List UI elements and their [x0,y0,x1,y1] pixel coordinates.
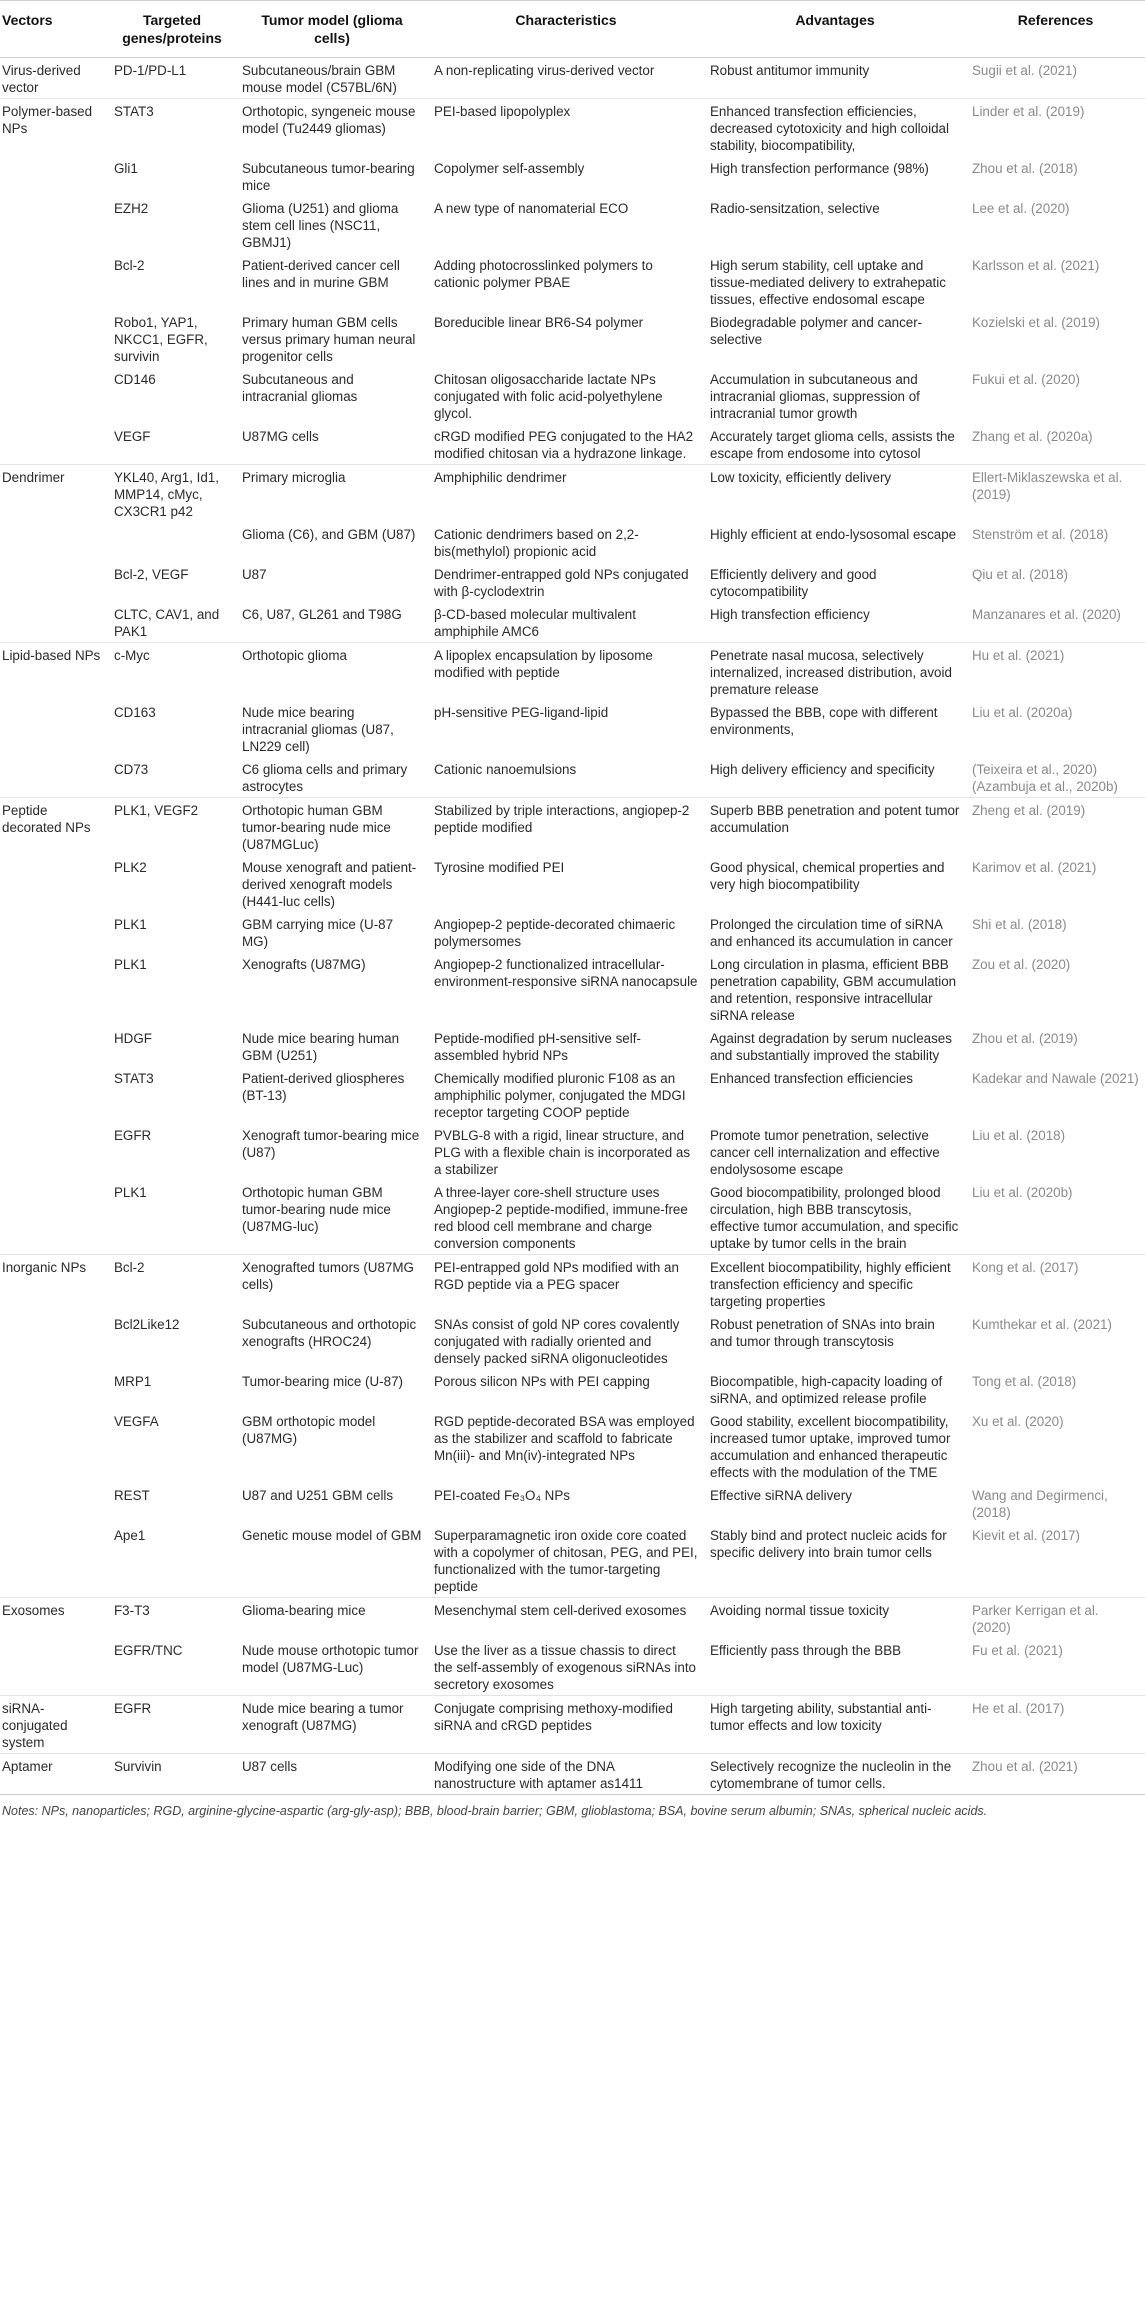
cell-target: Bcl-2 [108,1255,236,1313]
cell-advantages: Against degradation by serum nucleases and substantially improved the stability [710,1031,952,1063]
cell-advantages: Excellent biocompatibility, highly efficient transfection efficiency and specific targeting properties [704,1255,966,1313]
cell-tumor-model: C6 glioma cells and primary astrocytes [242,762,408,794]
cell-target: EGFR [114,1128,152,1143]
cell-characteristics: Superparamagnetic iron oxide core coated with a copolymer of chitosan, PEG, and PEI, functionalized with the tumor-targeting peptide [434,1528,698,1594]
cell-advantages: Accumulation in subcutaneous and intracranial gliomas, suppression of intracranial tumor growth [710,372,920,421]
cell-characteristics: RGD peptide-decorated BSA was employed as the stabilizer and scaffold to fabricate Mn(iii)- and Mn(iv)-integrated NPs [434,1414,695,1463]
cell-advantages: High delivery efficiency and specificity [710,762,935,777]
cell-vector [0,367,108,424]
cell-target: Gli1 [114,161,138,176]
table-body [0,58,1145,1795]
cell-advantages: High transfection performance (98%) [710,161,929,176]
cell-vector [0,602,108,643]
cell-target: CD146 [114,372,156,387]
table-row [0,602,1145,643]
cell-reference: Liu et al. (2020a) [972,705,1073,720]
cell-vector [0,156,108,196]
cell-advantages: Penetrate nasal mucosa, selectively internalized, increased distribution, avoid premature release [704,643,966,701]
cell-characteristics: Modifying one side of the DNA nanostructure with aptamer as1411 [428,1754,704,1795]
cell-target: Robo1, YAP1, NKCC1, EGFR, survivin [114,315,208,364]
cell-target: PD-1/PD-L1 [114,63,187,78]
cell-reference: Ellert-Miklaszewska et al. (2019) [966,465,1145,523]
cell-reference: Shi et al. (2018) [972,917,1067,932]
cell-advantages: Low toxicity, efficiently delivery [704,465,966,523]
cell-vector [0,1123,108,1180]
table-row [0,700,1145,757]
header-row [0,1,1145,58]
cell-characteristics: Angiopep-2 peptide-decorated chimaeric polymersomes [434,917,676,949]
cell-reference: Tong et al. (2018) [972,1374,1077,1389]
cell-target: CD73 [114,762,149,777]
cell-advantages: Bypassed the BBB, cope with different environments, [710,705,938,737]
cell-target: YKL40, Arg1, Id1, MMP14, cMyc, CX3CR1 p42 [108,465,236,523]
cell-tumor-model: Orthotopic, syngeneic mouse model (Tu2449 gliomas) [236,99,428,157]
cell-advantages: Robust penetration of SNAs into brain and tumor through transcytosis [710,1317,935,1349]
cell-vector [0,1312,108,1369]
cell-vector [0,562,108,602]
table-row [0,1638,1145,1696]
cell-reference: Parker Kerrigan et al. (2020) [966,1598,1145,1639]
cell-characteristics: A new type of nanomaterial ECO [434,201,629,216]
cell-advantages: Enhanced transfection efficiencies, decreased cytotoxicity and high colloidal stability, biocompatibility, [704,99,966,157]
cell-tumor-model: GBM orthotopic model (U87MG) [242,1414,376,1446]
cell-advantages: High transfection efficiency [710,607,870,622]
header-targeted-genes: Targeted genes/proteins [108,1,236,58]
cell-vector [0,1523,108,1598]
cell-characteristics: Mesenchymal stem cell-derived exosomes [428,1598,704,1639]
cell-characteristics: pH-sensitive PEG-ligand-lipid [434,705,609,720]
table-row [0,1523,1145,1598]
cell-vector [0,757,108,798]
cell-reference: Fu et al. (2021) [972,1643,1063,1658]
cell-reference: Liu et al. (2020b) [972,1185,1073,1200]
cell-target: PLK1 [114,957,147,972]
table-row [0,1754,1145,1795]
table-row [0,1026,1145,1066]
cell-tumor-model: U87 and U251 GBM cells [242,1488,394,1503]
cell-tumor-model: Xenografted tumors (U87MG cells) [236,1255,428,1313]
cell-tumor-model: Orthotopic human GBM tumor-bearing nude mice (U87MG-luc) [242,1185,391,1234]
cell-characteristics: PVBLG-8 with a rigid, linear structure, and PLG with a flexible chain is incorporated as a stabilizer [434,1128,691,1177]
table-row [0,1409,1145,1483]
table-row [0,58,1145,99]
table-row [0,643,1145,701]
cell-tumor-model: Orthotopic human GBM tumor-bearing nude mice (U87MGLuc) [236,798,428,856]
cell-target: EZH2 [114,201,149,216]
cell-tumor-model: Patient-derived cancer cell lines and in murine GBM [242,258,400,290]
cell-tumor-model: Tumor-bearing mice (U-87) [242,1374,403,1389]
cell-characteristics: Peptide-modified pH-sensitive self-assembled hybrid NPs [434,1031,641,1063]
cell-advantages: Highly efficient at endo-lysosomal escape [710,527,957,542]
table-row [0,196,1145,253]
header-advantages: Advantages [704,1,966,58]
cell-advantages: Biocompatible, high-capacity loading of siRNA, and optimized release profile [710,1374,943,1406]
cell-vector [0,1409,108,1483]
cell-tumor-model: U87MG cells [242,429,319,444]
table-row [0,156,1145,196]
cell-vector: siRNA-conjugated system [0,1696,108,1754]
cell-characteristics: PEI-entrapped gold NPs modified with an RGD peptide via a PEG spacer [428,1255,704,1313]
table-row [0,562,1145,602]
cell-advantages: Biodegradable polymer and cancer-selective [710,315,923,347]
table-row [0,1066,1145,1123]
cell-tumor-model: Glioma (U251) and glioma stem cell lines (NSC11, GBMJ1) [242,201,399,250]
cell-reference: Liu et al. (2018) [972,1128,1066,1143]
header-tumor-model: Tumor model (glioma cells) [236,1,428,58]
cell-target: PLK1, VEGF2 [108,798,236,856]
cell-reference: Zhou et al. (2021) [966,1754,1145,1795]
cell-advantages: Superb BBB penetration and potent tumor accumulation [704,798,966,856]
table-row [0,1255,1145,1313]
cell-advantages: Good physical, chemical properties and very high biocompatibility [710,860,945,892]
cell-vector [0,1180,108,1255]
cell-vector: Lipid-based NPs [0,643,108,701]
cell-vector: Aptamer [0,1754,108,1795]
cell-tumor-model: U87 [242,567,267,582]
cell-target: Ape1 [114,1528,146,1543]
cell-reference: Manzanares et al. (2020) [972,607,1121,622]
cell-characteristics: SNAs consist of gold NP cores covalently conjugated with radially oriented and densely packed siRNA oligonucleotides [434,1317,680,1366]
table-row [0,465,1145,523]
cell-tumor-model: Mouse xenograft and patient-derived xenograft models (H441-luc cells) [242,860,417,909]
table-row [0,952,1145,1026]
cell-advantages: Good biocompatibility, prolonged blood circulation, high BBB transcytosis, effective tumor accumulation, and specific uptake by tumor cells in the brain [710,1185,959,1251]
cell-characteristics: Adding photocrosslinked polymers to cationic polymer PBAE [434,258,653,290]
cell-reference: Stenström et al. (2018) [972,527,1109,542]
cell-advantages: Long circulation in plasma, efficient BBB penetration capability, GBM accumulation and retention, responsive intracellular siRNA release [710,957,957,1023]
table-row [0,1483,1145,1523]
cell-characteristics: Angiopep-2 functionalized intracellular-environment-responsive siRNA nanocapsule [434,957,698,989]
cell-advantages: High serum stability, cell uptake and tissue-mediated delivery to extrahepatic tissues, effective endosomal escape [710,258,946,307]
cell-vector [0,253,108,310]
cell-reference: Kievit et al. (2017) [972,1528,1080,1543]
cell-advantages: Radio-sensitzation, selective [710,201,880,216]
cell-target: Bcl2Like12 [114,1317,180,1332]
cell-vector [0,1369,108,1409]
cell-vector [0,1483,108,1523]
cell-target: REST [114,1488,150,1503]
cell-vector: Peptide decorated NPs [0,798,108,856]
cell-target: MRP1 [114,1374,152,1389]
table-row [0,757,1145,798]
cell-reference: Linder et al. (2019) [966,99,1145,157]
cell-tumor-model: Subcutaneous and intracranial gliomas [242,372,358,404]
cell-vector: Inorganic NPs [0,1255,108,1313]
cell-tumor-model: Nude mice bearing human GBM (U251) [242,1031,400,1063]
cell-reference: Zhou et al. (2019) [972,1031,1078,1046]
table-row [0,1180,1145,1255]
cell-reference: Karimov et al. (2021) [972,860,1097,875]
cell-characteristics: Stabilized by triple interactions, angiopep-2 peptide modified [428,798,704,856]
cell-tumor-model: Genetic mouse model of GBM [242,1528,422,1543]
cell-tumor-model: Nude mice bearing a tumor xenograft (U87MG) [236,1696,428,1754]
cell-characteristics: Cationic nanoemulsions [434,762,577,777]
cell-reference: Sugii et al. (2021) [972,63,1077,78]
cell-vector: Virus-derived vector [2,63,81,95]
table-row [0,1123,1145,1180]
cell-vector [0,1638,108,1696]
cell-target: Survivin [108,1754,236,1795]
cell-reference: Zou et al. (2020) [972,957,1071,972]
cell-characteristics: β-CD-based molecular multivalent amphiphile AMC6 [434,607,636,639]
cell-target: EGFR/TNC [114,1643,183,1658]
cell-advantages: Stably bind and protect nucleic acids for specific delivery into brain tumor cells [710,1528,947,1560]
cell-advantages: High targeting ability, substantial anti-tumor effects and low toxicity [704,1696,966,1754]
cell-characteristics: Copolymer self-assembly [434,161,585,176]
cell-target [108,522,236,562]
header-references: References [966,1,1145,58]
cell-target: c-Myc [108,643,236,701]
cell-vector [0,310,108,367]
cell-reference: Qiu et al. (2018) [972,567,1069,582]
cell-characteristics: A three-layer core-shell structure uses Angiopep-2 peptide-modified, immune-free red blood cell membrane and charge conversion components [434,1185,688,1251]
cell-reference: He et al. (2017) [966,1696,1145,1754]
cell-tumor-model: Glioma (C6), and GBM (U87) [242,527,416,542]
cell-characteristics: A lipoplex encapsulation by liposome modified with peptide [428,643,704,701]
cell-tumor-model: Xenograft tumor-bearing mice (U87) [242,1128,420,1160]
cell-advantages: Avoiding normal tissue toxicity [704,1598,966,1639]
cell-target: PLK2 [114,860,147,875]
cell-characteristics: Use the liver as a tissue chassis to direct the self-assembly of exogenous siRNAs into secretory exosomes [434,1643,696,1692]
cell-reference: Kong et al. (2017) [966,1255,1145,1313]
cell-target: EGFR [108,1696,236,1754]
table-row [0,367,1145,424]
table-row [0,798,1145,856]
cell-reference: Zhou et al. (2018) [972,161,1078,176]
cell-vector: Exosomes [0,1598,108,1639]
cell-characteristics: Dendrimer-entrapped gold NPs conjugated with β-cyclodextrin [434,567,689,599]
cell-target: STAT3 [108,99,236,157]
cell-advantages: Effective siRNA delivery [710,1488,852,1503]
table-header [0,1,1145,58]
header-characteristics: Characteristics [428,1,704,58]
cell-reference: Lee et al. (2020) [972,201,1070,216]
cell-characteristics: cRGD modified PEG conjugated to the HA2 modified chitosan via a hydrazone linkage. [434,429,694,461]
cell-tumor-model: Nude mouse orthotopic tumor model (U87MG-Luc) [242,1643,419,1675]
cell-tumor-model: Primary human GBM cells versus primary human neural progenitor cells [242,315,416,364]
cell-advantages: Enhanced transfection efficiencies [710,1071,913,1086]
table-row [0,424,1145,465]
cell-target: CD163 [114,705,156,720]
cell-vector [0,424,108,465]
cell-reference: Fukui et al. (2020) [972,372,1080,387]
cell-characteristics: Cationic dendrimers based on 2,2-bis(methylol) propionic acid [434,527,639,559]
cell-target: STAT3 [114,1071,154,1086]
cell-advantages: Efficiently pass through the BBB [710,1643,902,1658]
cell-vector: Polymer-based NPs [0,99,108,157]
cell-tumor-model: C6, U87, GL261 and T98G [242,607,402,622]
cell-reference: Kumthekar et al. (2021) [972,1317,1112,1332]
header-vectors: Vectors [0,1,108,58]
cell-vector [0,952,108,1026]
cell-characteristics: Tyrosine modified PEI [434,860,565,875]
cell-reference: Zheng et al. (2019) [966,798,1145,856]
cell-target: HDGF [114,1031,152,1046]
cell-tumor-model: U87 cells [236,1754,428,1795]
cell-characteristics: Conjugate comprising methoxy-modified siRNA and cRGD peptides [428,1696,704,1754]
cell-tumor-model: Xenografts (U87MG) [242,957,366,972]
cell-target: PLK1 [114,917,147,932]
cell-reference: Kadekar and Nawale (2021) [972,1071,1139,1086]
cell-characteristics: PEI-coated Fe₃O₄ NPs [434,1488,570,1503]
cell-target: VEGFA [114,1414,159,1429]
cell-target: PLK1 [114,1185,147,1200]
cell-tumor-model: Patient-derived gliospheres (BT-13) [242,1071,405,1103]
cell-advantages: Robust antitumor immunity [710,63,870,78]
cell-tumor-model: GBM carrying mice (U-87 MG) [242,917,394,949]
cell-characteristics: Porous silicon NPs with PEI capping [434,1374,650,1389]
cell-target: Bcl-2, VEGF [114,567,189,582]
cell-target: Bcl-2 [114,258,145,273]
table-row [0,1598,1145,1639]
cell-characteristics: Boreducible linear BR6-S4 polymer [434,315,644,330]
cell-reference: Karlsson et al. (2021) [972,258,1100,273]
cell-characteristics: A non-replicating virus-derived vector [434,63,655,78]
table-row [0,99,1145,157]
table-row [0,855,1145,912]
cell-target: VEGF [114,429,151,444]
cell-characteristics: Amphiphilic dendrimer [428,465,704,523]
table-row [0,912,1145,952]
cell-characteristics: Chemically modified pluronic F108 as an amphiphilic polymer, conjugated the MDGI receptor targeting COOP peptide [434,1071,686,1120]
cell-target: F3-T3 [108,1598,236,1639]
cell-vector [0,700,108,757]
cell-vector: Dendrimer [0,465,108,523]
cell-advantages: Good stability, excellent biocompatibility, increased tumor uptake, improved tumor accumulation and enhanced therapeutic effects with the modulation of the TME [710,1414,951,1480]
cell-advantages: Prolonged the circulation time of siRNA and enhanced its accumulation in cancer [710,917,953,949]
cell-reference: Wang and Degirmenci, (2018) [972,1488,1108,1520]
cell-vector [0,196,108,253]
cell-characteristics: PEI-based lipopolyplex [428,99,704,157]
cell-vector [0,1066,108,1123]
cell-vector [0,912,108,952]
cell-reference: (Teixeira et al., 2020) (Azambuja et al., 2020b) [972,762,1118,794]
cell-vector [0,855,108,912]
table-row [0,1369,1145,1409]
table-row [0,1312,1145,1369]
cell-vector [0,522,108,562]
cell-reference: Xu et al. (2020) [972,1414,1064,1429]
cell-characteristics: Chitosan oligosaccharide lactate NPs conjugated with folic acid-polyethylene glycol. [434,372,663,421]
cell-tumor-model: Subcutaneous/brain GBM mouse model (C57BL/6N) [242,63,397,95]
cell-tumor-model: Primary microglia [236,465,428,523]
cell-advantages: Promote tumor penetration, selective cancer cell internalization and effective endolysosome escape [710,1128,940,1177]
cell-vector [0,1026,108,1066]
cell-tumor-model: Nude mice bearing intracranial gliomas (U87, LN229 cell) [242,705,394,754]
table-row [0,253,1145,310]
table-notes: Notes: NPs, nanoparticles; RGD, arginine-glycine-aspartic (arg-gly-asp); BBB, blood-brain barrier; GBM, glioblastoma; BSA, bovine serum albumin; SNAs, spherical nucleic acids. [2,1804,988,1818]
cell-advantages: Accurately target glioma cells, assists the escape from endosome into cytosol [710,429,955,461]
table-row [0,1696,1145,1754]
cell-target: CLTC, CAV1, and PAK1 [114,607,220,639]
cell-reference: Zhang et al. (2020a) [972,429,1093,444]
cell-advantages: Efficiently delivery and good cytocompatibility [710,567,877,599]
cell-reference: Kozielski et al. (2019) [972,315,1101,330]
table-row [0,522,1145,562]
cell-reference: Hu et al. (2021) [966,643,1145,701]
table-row [0,310,1145,367]
cell-tumor-model: Subcutaneous and orthotopic xenografts (HROC24) [242,1317,417,1349]
cell-tumor-model: Subcutaneous tumor-bearing mice [242,161,415,193]
cell-tumor-model: Glioma-bearing mice [236,1598,428,1639]
cell-tumor-model: Orthotopic glioma [236,643,428,701]
cell-advantages: Selectively recognize the nucleolin in the cytomembrane of tumor cells. [704,1754,966,1795]
